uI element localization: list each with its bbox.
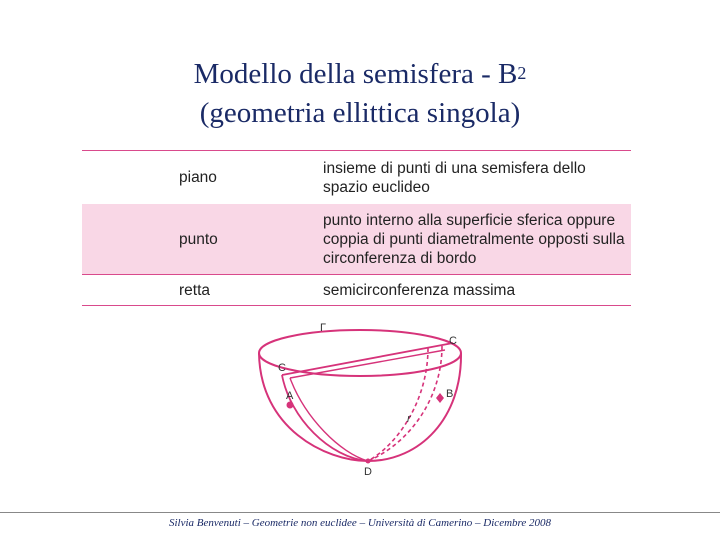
- term-cell: retta: [179, 281, 211, 299]
- table-row: [82, 204, 631, 274]
- definition-cell: insieme di punti di una semisfera dello spazio euclideo: [323, 159, 586, 196]
- label-c-right: C: [449, 335, 457, 347]
- label-gamma: Γ: [320, 322, 327, 334]
- point-d: [366, 459, 371, 464]
- label-c-left: C: [278, 362, 286, 374]
- hemisphere-diagram: [250, 318, 470, 478]
- table-row: [82, 274, 631, 305]
- footer-text: Silvia Benvenuti – Geometrie non euclidee – Università di Camerino – Dicembre 2008: [168, 517, 552, 529]
- definition-cell: punto interno alla superficie sferica oppure coppia di punti diametralmente opposti sulla circonferenza di bordo: [323, 211, 625, 267]
- point-b: [436, 393, 444, 403]
- slide-title: [0, 56, 720, 131]
- definitions-table: [82, 150, 631, 306]
- label-d: D: [364, 466, 372, 478]
- great-semicircle: [282, 375, 368, 461]
- footer-divider: [0, 512, 720, 513]
- label-b: B: [446, 388, 454, 400]
- term-cell: punto: [179, 230, 218, 248]
- definition-cell: semicirconferenza massima: [323, 281, 516, 299]
- term-cell: piano: [179, 169, 217, 186]
- table-row: [82, 151, 631, 204]
- label-a: A: [286, 390, 294, 402]
- label-r: r: [407, 413, 411, 425]
- title-superscript: 2: [517, 63, 527, 83]
- chord-lower: [290, 350, 445, 378]
- point-a: [287, 402, 294, 409]
- dashed-line-b: [368, 346, 442, 461]
- title-line-1: Modello della semisfera - $B^2$: [193, 58, 527, 90]
- title-line-2: (geometria ellittica singola): [199, 97, 521, 129]
